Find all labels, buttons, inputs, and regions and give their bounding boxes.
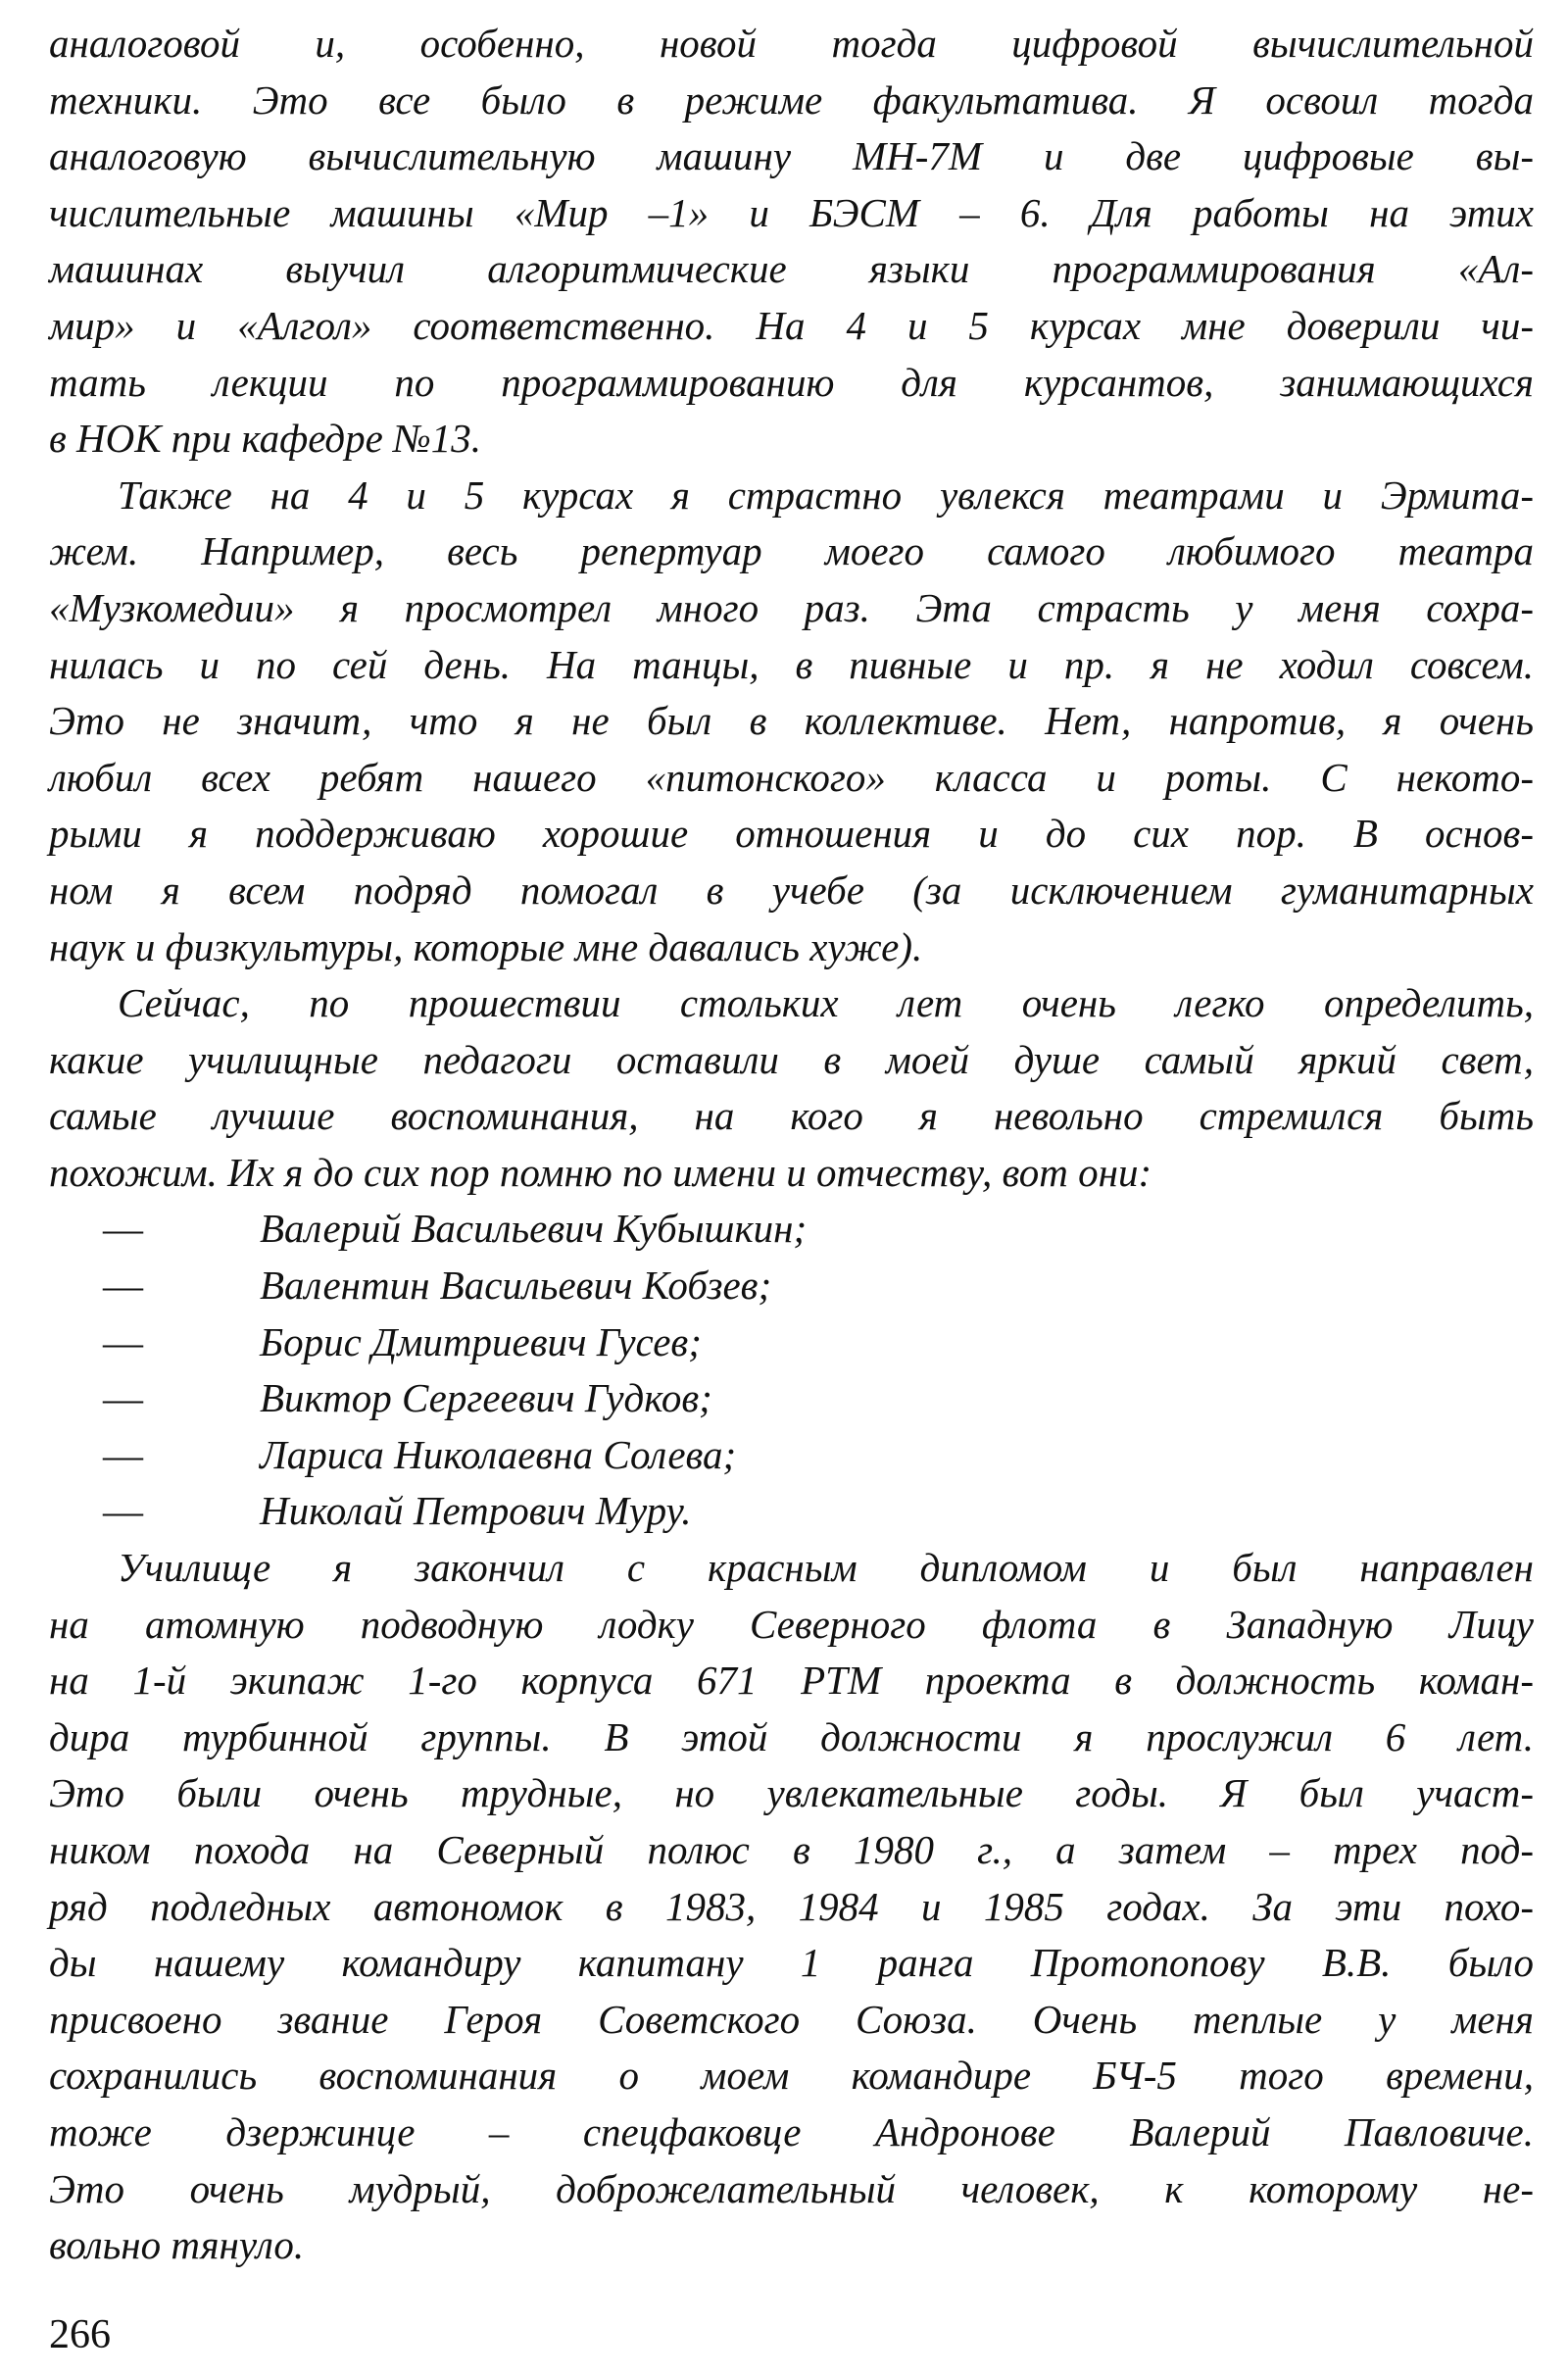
text-line: самые лучшие воспоминания, на кого я невольно стремился быть [49, 1093, 1534, 1139]
text-line: ником похода на Северный полюс в 1980 г., а затем – трех под- [49, 1827, 1534, 1872]
text-line: жем. Например, весь репертуар моего самого любимого театра [49, 528, 1534, 574]
text-line: какие училищные педагоги оставили в моей душе самый яркий свет, [49, 1036, 1534, 1082]
text-line: нилась и по сей день. На танцы, в пивные и пр. я не ходил совсем. [49, 641, 1534, 687]
list-item [49, 1483, 1534, 1540]
text-line: техники. Это все было в режиме факультатива. Я освоил тогда [49, 76, 1534, 123]
text-line: Училище я закончил с красным дипломом и был направлен [118, 1545, 1534, 1591]
text-line: числительные машины «Мир –1» и БЭСМ – 6. Для работы на этих [49, 189, 1534, 235]
text-line: тать лекции по программированию для курсантов, занимающихся [49, 359, 1534, 405]
text-line: на 1-й экипаж 1-го корпуса 671 РТМ проекта в должность коман- [49, 1658, 1534, 1704]
list-dash: — [103, 1431, 143, 1477]
text-line: машинах выучил алгоритмические языки программирования «Ал- [49, 246, 1534, 292]
text-line: рыми я поддерживаю хорошие отношения и до сих пор. В основ- [49, 811, 1534, 857]
teacher-name: Виктор Сергеевич Гудков; [260, 1375, 712, 1421]
text-line: присвоено звание Героя Советского Союза. Очень теплые у меня [49, 1996, 1534, 2042]
text-line: в НОК при кафедре №13. [49, 416, 482, 462]
teacher-name: Борис Дмитриевич Гусев; [260, 1318, 702, 1364]
paragraph-2 [49, 468, 1534, 975]
paragraph-4 [49, 1540, 1534, 2274]
paragraph-1 [49, 16, 1534, 468]
text-line: ном я всем подряд помогал в учебе (за исключением гуманитарных [49, 867, 1534, 913]
teachers-list [49, 1201, 1534, 1540]
list-item [49, 1258, 1534, 1314]
list-item [49, 1201, 1534, 1258]
text-line: Это очень мудрый, доброжелательный человек, к которому не- [49, 2165, 1534, 2211]
text-line: Это были очень трудные, но увлекательные годы. Я был участ- [49, 1770, 1534, 1816]
text-line: вольно тянуло. [49, 2222, 305, 2268]
text-line: тоже дзержинце – спецфаковце Андронове Валерий Павловиче. [49, 2108, 1534, 2154]
page-number: 266 [49, 2312, 111, 2357]
paragraph-3 [49, 975, 1534, 1201]
list-item [49, 1427, 1534, 1484]
list-item [49, 1370, 1534, 1427]
teacher-name: Валентин Васильевич Кобзев; [260, 1263, 772, 1309]
text-line: аналоговой и, особенно, новой тогда цифровой вычислительной [49, 21, 1534, 66]
list-dash: — [103, 1488, 143, 1534]
teacher-name: Валерий Васильевич Кубышкин; [260, 1206, 808, 1252]
text-line: «Музкомедии» я просмотрел много раз. Эта страсть у меня сохра- [49, 584, 1534, 630]
text-line: Это не значит, что я не был в коллективе. Нет, напротив, я очень [49, 698, 1534, 744]
teacher-name: Лариса Николаевна Солева; [260, 1431, 737, 1477]
text-line: наук и физкультуры, которые мне давались хуже). [49, 923, 923, 969]
text-line: Сейчас, по прошествии стольких лет очень легко определить, [118, 980, 1534, 1026]
list-dash: — [103, 1318, 143, 1364]
page-body [49, 16, 1534, 2274]
text-line: ды нашему командиру капитану 1 ранга Протопопову В.В. было [49, 1940, 1534, 1986]
text-line: похожим. Их я до сих пор помню по имени и отчеству, вот они: [49, 1149, 1152, 1195]
text-line: аналоговую вычислительную машину МН-7М и две цифровые вы- [49, 133, 1534, 179]
list-dash: — [103, 1263, 143, 1309]
text-line: ряд подледных автономок в 1983, 1984 и 1985 годах. За эти похо- [49, 1883, 1534, 1929]
text-line: сохранились воспоминания о моем командире БЧ-5 того времени, [49, 2053, 1534, 2099]
text-line: мир» и «Алгол» соответственно. На 4 и 5 курсах мне доверили чи- [49, 302, 1534, 348]
text-line: дира турбинной группы. В этой должности я прослужил 6 лет. [49, 1713, 1534, 1759]
text-line: любил всех ребят нашего «питонского» класса и роты. С некото- [49, 754, 1534, 800]
list-dash: — [103, 1375, 143, 1421]
text-line: на атомную подводную лодку Северного флота в Западную Лицу [49, 1601, 1534, 1647]
teacher-name: Николай Петрович Муру. [260, 1488, 692, 1534]
text-line: Также на 4 и 5 курсах я страстно увлекся театрами и Эрмита- [118, 471, 1534, 518]
list-item [49, 1314, 1534, 1371]
list-dash: — [103, 1206, 143, 1252]
